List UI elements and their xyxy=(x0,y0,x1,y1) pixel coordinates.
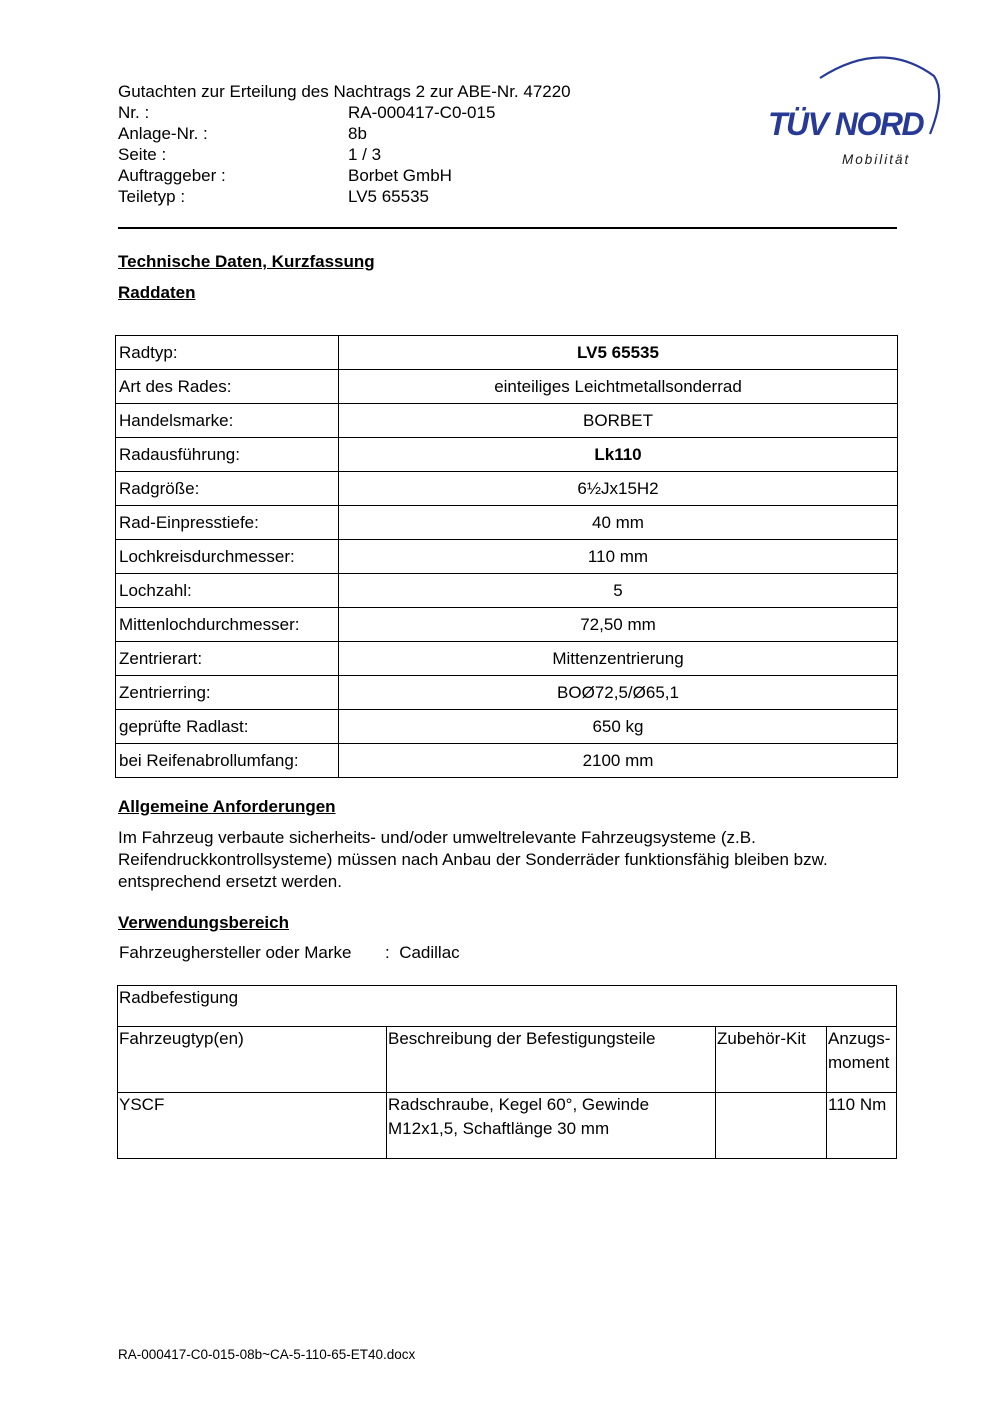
wheel-value: BOØ72,5/Ø65,1 xyxy=(339,676,898,710)
wheel-value: 2100 mm xyxy=(339,744,898,778)
header-key: Teiletyp : xyxy=(118,187,186,206)
wheel-label: Zentrierring: xyxy=(116,676,339,710)
header-divider xyxy=(118,227,897,229)
header-value: RA-000417-C0-015 xyxy=(348,103,496,122)
wheel-fastening-table xyxy=(117,985,897,1159)
wheel-value: 5 xyxy=(339,574,898,608)
header-key: Nr. : xyxy=(118,103,150,122)
wheel-value: Mittenzentrierung xyxy=(339,642,898,676)
cell-torque: 110 Nm xyxy=(827,1093,897,1159)
document-header xyxy=(118,81,738,207)
wheel-label: Mittenlochdurchmesser: xyxy=(116,608,339,642)
wheel-label: Zentrierart: xyxy=(116,642,339,676)
vehicle-maker-label: Fahrzeughersteller oder Marke xyxy=(119,943,352,962)
footer-filename: RA-000417-C0-015-08b~CA-5-110-65-ET40.docx xyxy=(118,1347,416,1362)
cell-fastening-description: Radschraube, Kegel 60°, Gewinde M12x1,5, Schaftlänge 30 mm xyxy=(387,1093,716,1159)
cell-accessory-kit xyxy=(716,1093,827,1159)
header-value: Borbet GmbH xyxy=(348,166,452,185)
table-row xyxy=(116,540,898,574)
table-row xyxy=(116,336,898,370)
table-row xyxy=(118,1093,897,1159)
header-row-attachment xyxy=(118,123,738,144)
table-row xyxy=(116,710,898,744)
wheel-value: 40 mm xyxy=(339,506,898,540)
general-requirements-text: Im Fahrzeug verbaute sicherheits- und/oder umweltrelevante Fahrzeugsysteme (z.B. Reifendruckkontrollsysteme) müssen nach Anbau der Sonderräder funktionsfähig bleiben bzw. entsprechend ersetzt werden. xyxy=(118,828,828,891)
wheel-value: 650 kg xyxy=(339,710,898,744)
header-row-part-type xyxy=(118,186,738,207)
wheel-label: Radgröße: xyxy=(116,472,339,506)
column-header-vehicle-types: Fahrzeugtyp(en) xyxy=(118,1027,387,1093)
header-row-number xyxy=(118,102,738,123)
table-row xyxy=(116,506,898,540)
header-row-page xyxy=(118,144,738,165)
section-heading-general-requirements: Allgemeine Anforderungen xyxy=(118,797,336,816)
table-row xyxy=(116,404,898,438)
table-row xyxy=(116,676,898,710)
table-row xyxy=(118,986,897,1027)
column-header-torque: Anzugs- moment xyxy=(827,1027,897,1093)
column-header-fastening-description: Beschreibung der Befestigungsteile xyxy=(387,1027,716,1093)
header-value: LV5 65535 xyxy=(348,187,429,206)
logo-subtitle: Mobilität xyxy=(842,152,911,167)
section-heading-usage-range: Verwendungsbereich xyxy=(118,913,289,932)
table-row xyxy=(116,744,898,778)
wheel-value: LV5 65535 xyxy=(339,336,898,370)
wheel-value: einteiliges Leichtmetallsonderrad xyxy=(339,370,898,404)
wheel-label: Lochkreisdurchmesser: xyxy=(116,540,339,574)
wheel-label: Rad-Einpresstiefe: xyxy=(116,506,339,540)
wheel-label: Radausführung: xyxy=(116,438,339,472)
wheel-value: Lk110 xyxy=(339,438,898,472)
column-header-accessory-kit: Zubehör-Kit xyxy=(716,1027,827,1093)
header-row-client xyxy=(118,165,738,186)
table-row xyxy=(116,370,898,404)
header-key: Seite : xyxy=(118,145,167,164)
wheel-value: 110 mm xyxy=(339,540,898,574)
wheel-label: Handelsmarke: xyxy=(116,404,339,438)
wheel-label: bei Reifenabrollumfang: xyxy=(116,744,339,778)
wheel-label: Art des Rades: xyxy=(116,370,339,404)
table-row xyxy=(116,574,898,608)
cell-vehicle-type: YSCF xyxy=(118,1093,387,1159)
header-value: 1 / 3 xyxy=(348,145,382,164)
header-key: Auftraggeber : xyxy=(118,166,226,185)
wheel-label: geprüfte Radlast: xyxy=(116,710,339,744)
table-row xyxy=(116,438,898,472)
tuev-nord-logo xyxy=(762,56,942,176)
wheel-label: Lochzahl: xyxy=(116,574,339,608)
fastening-title: Radbefestigung xyxy=(118,986,897,1027)
report-title: Gutachten zur Erteilung des Nachtrags 2 zur ABE-Nr. 47220 xyxy=(118,82,571,101)
logo-brand-text: TÜV NORD xyxy=(768,106,924,142)
wheel-value: 6½Jx15H2 xyxy=(339,472,898,506)
table-row xyxy=(116,608,898,642)
header-value: 8b xyxy=(348,124,367,143)
wheel-value: BORBET xyxy=(339,404,898,438)
table-header-row xyxy=(118,1027,897,1093)
vehicle-maker-value: Cadillac xyxy=(399,943,460,962)
section-heading-wheel-data: Raddaten xyxy=(118,283,196,302)
table-row xyxy=(116,472,898,506)
table-row xyxy=(116,642,898,676)
vehicle-maker-separator: : xyxy=(385,943,390,962)
section-heading-technical-data: Technische Daten, Kurzfassung xyxy=(118,252,375,271)
wheel-data-table xyxy=(115,335,898,778)
header-key: Anlage-Nr. : xyxy=(118,124,208,143)
vehicle-maker-line xyxy=(119,943,460,963)
wheel-value: 72,50 mm xyxy=(339,608,898,642)
wheel-label: Radtyp: xyxy=(116,336,339,370)
